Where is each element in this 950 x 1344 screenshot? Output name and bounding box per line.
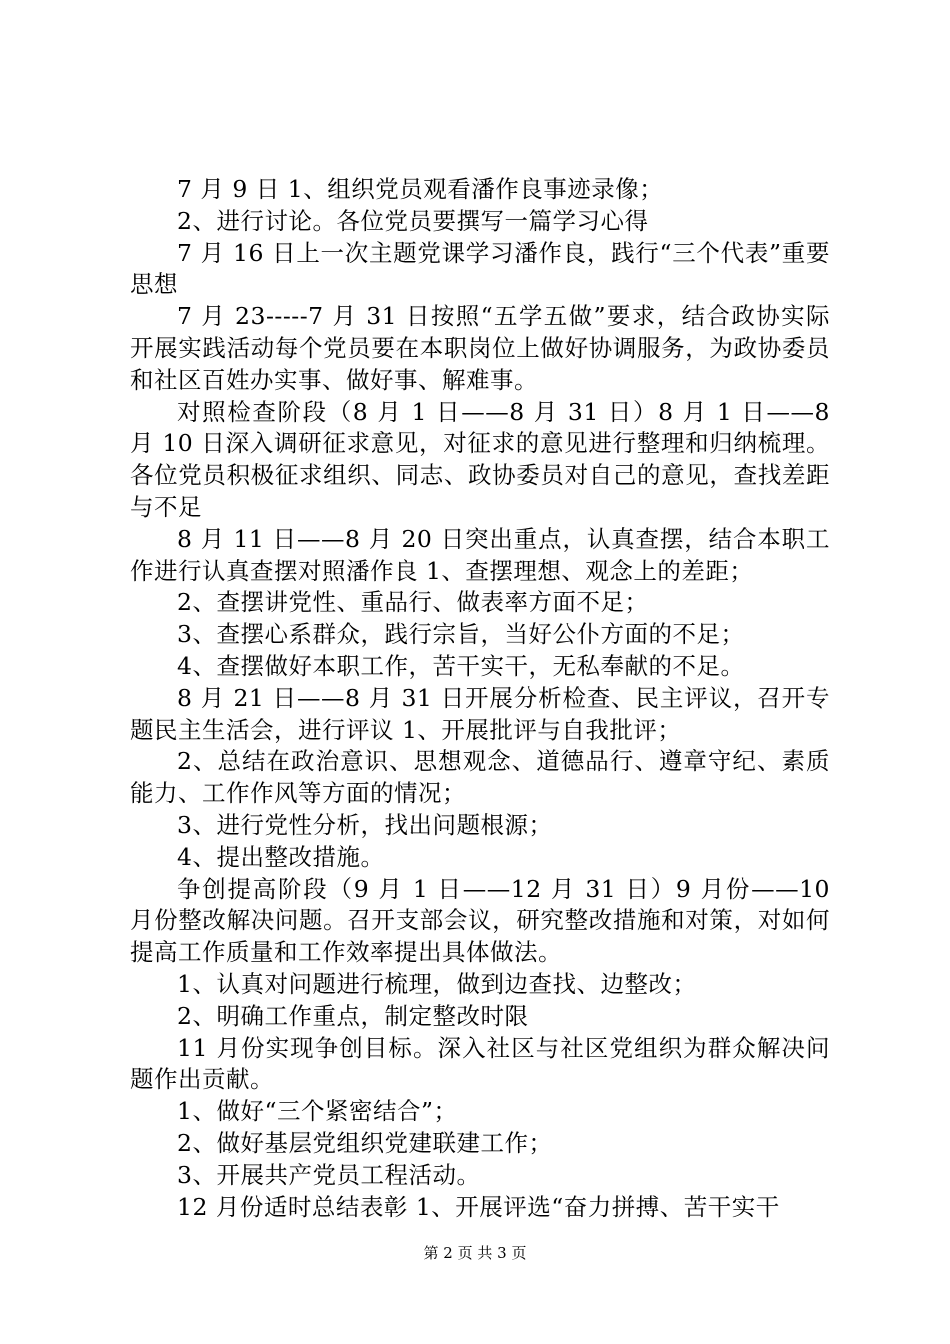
paragraph-21: 12 月份适时总结表彰 1、开展评选“奋力拼搏、苦干实干 [177,1192,780,1221]
paragraph-18: 1、做好“三个紧密结合”； [177,1097,458,1126]
document-body [130,174,830,1223]
paragraph-1: 7 月 9 日 1、组织党员观看潘作良事迹录像； [177,175,664,203]
paragraph-2: 2、进行讨论。各位党员要撰写一篇学习心得 [177,206,649,235]
paragraph-14: 争创提高阶段（9 月 1 日——12 月 31 日）9 月份——10 月份整改解决问题。召开支部会议，研究整改措施和对策，对如何提高工作质量和工作效率提出具体做法。 [130,874,830,967]
paragraph-20: 3、开展共产党员工程活动。 [177,1160,481,1189]
page-number-label: 第 2 页 共 3 页 [423,1244,527,1262]
paragraph-19: 2、做好基层党组织党建联建工作； [177,1128,553,1157]
page-footer [0,1242,950,1263]
paragraph-7: 2、查摆讲党性、重品行、做表率方面不足； [177,588,649,617]
paragraph-10: 8 月 21 日——8 月 31 日开展分析检查、民主评议，召开专题民主生活会，进行评议 1、开展批评与自我批评； [130,683,830,744]
paragraph-4: 7 月 23-----7 月 31 日按照“五学五做”要求，结合政协实际开展实践活动每个党员要在本职岗位上做好协调服务，为政协委员和社区百姓办实事、做好事、解难事。 [130,302,830,394]
paragraph-3: 7 月 16 日上一次主题党课学习潘作良，践行“三个代表”重要思想 [130,238,830,299]
paragraph-13: 4、提出整改措施。 [177,842,385,871]
paragraph-16: 2、明确工作重点，制定整改时限 [177,1001,529,1030]
paragraph-6: 8 月 11 日——8 月 20 日突出重点，认真查摆，结合本职工作进行认真查摆对照潘作良 1、查摆理想、观念上的差距； [130,524,830,585]
paragraph-9: 4、查摆做好本职工作，苦干实干，无私奉献的不足。 [177,651,745,680]
paragraph-17: 11 月份实现争创目标。深入社区与社区党组织为群众解决问题作出贡献。 [130,1033,830,1094]
paragraph-11: 2、总结在政治意识、思想观念、道德品行、遵章守纪、素质能力、工作作风等方面的情况； [130,747,830,808]
paragraph-12: 3、进行党性分析，找出问题根源； [177,810,553,839]
paragraph-5: 对照检查阶段（8 月 1 日——8 月 31 日）8 月 1 日——8 月 10 日深入调研征求意见，对征求的意见进行整理和归纳梳理。各位党员积极征求组织、同志、政协委员对自己的意见，查找差距与不足 [130,397,830,521]
paragraph-15: 1、认真对问题进行梳理，做到边查找、边整改； [177,969,697,998]
paragraph-8: 3、查摆心系群众，践行宗旨，当好公仆方面的不足； [177,620,745,649]
